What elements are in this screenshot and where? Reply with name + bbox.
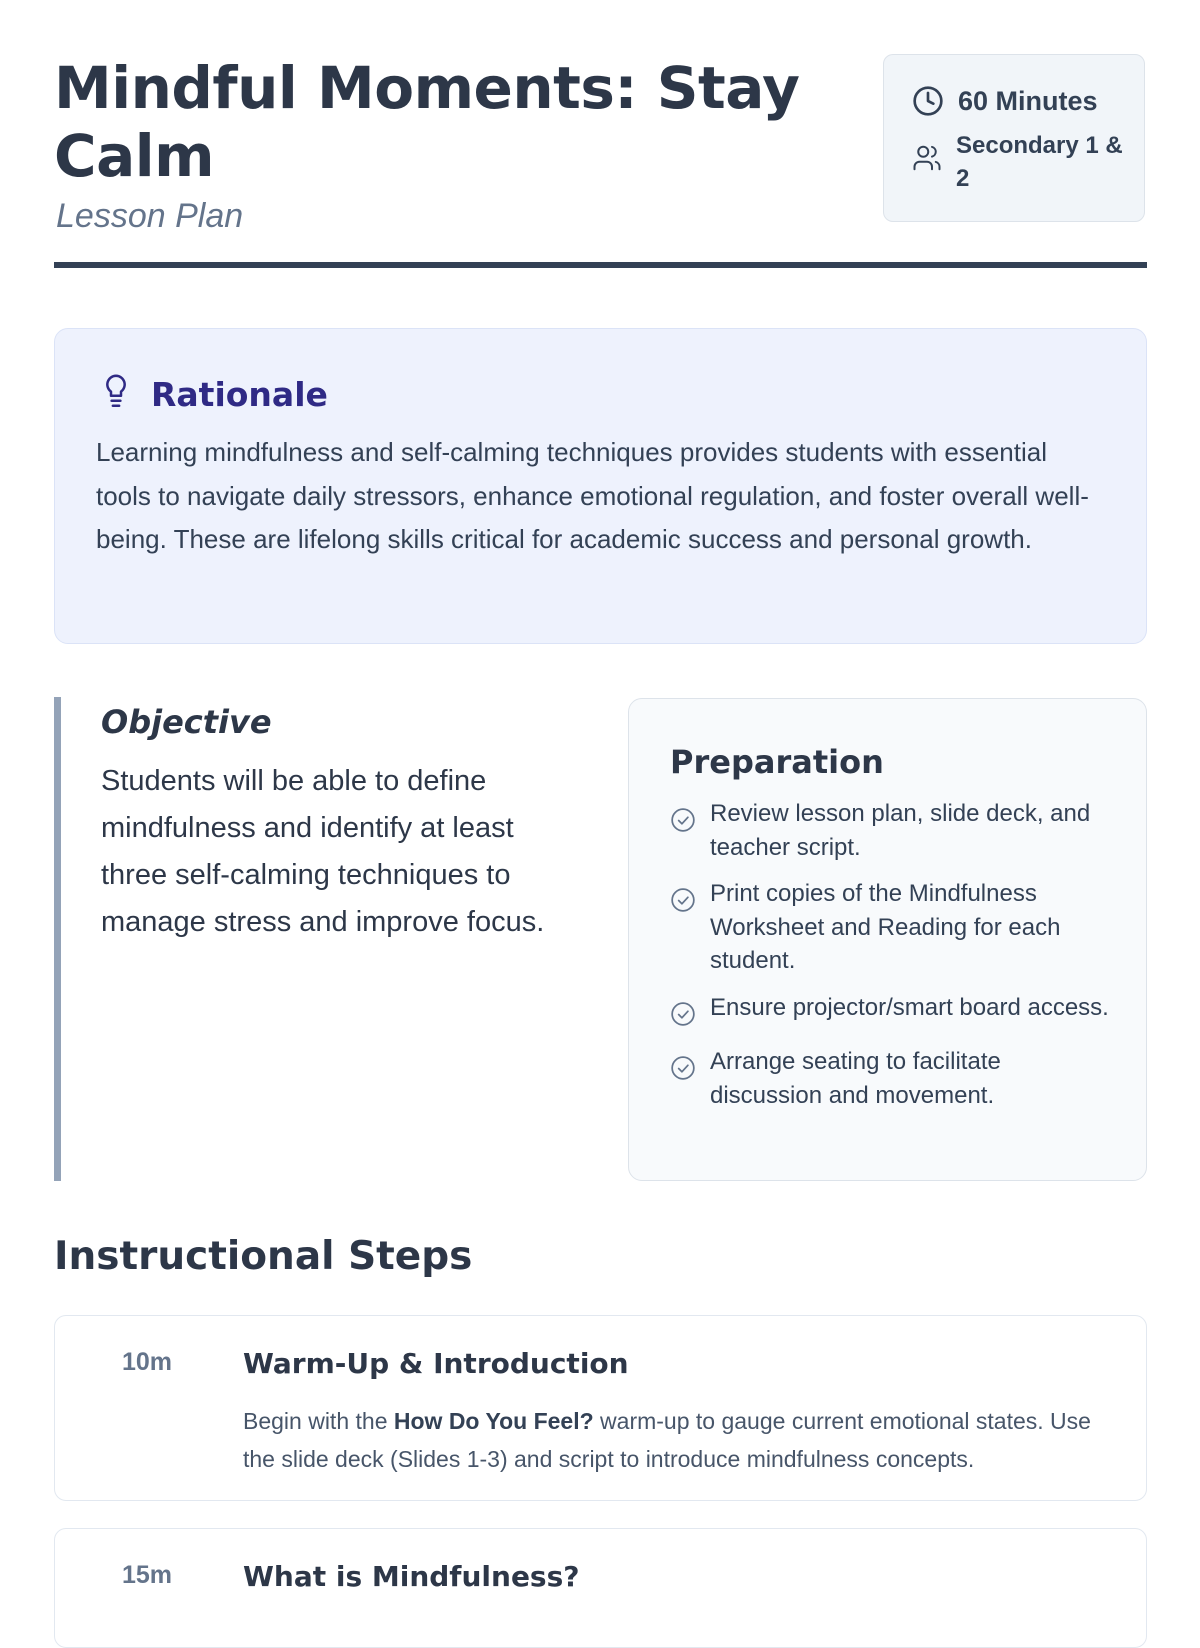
check-circle-icon — [670, 877, 696, 918]
page-subtitle: Lesson Plan — [56, 197, 244, 235]
objective-section — [54, 697, 574, 1181]
step-title: What is Mindfulness? — [243, 1560, 580, 1593]
warm-up-activity-name: How Do You Feel? — [393, 1408, 594, 1434]
rationale-header — [101, 373, 328, 416]
grade-value: Secondary 1 & 2 — [956, 132, 1123, 192]
lesson-meta-box — [883, 54, 1145, 222]
rationale-title: Rationale — [151, 375, 328, 414]
list-item — [670, 1045, 1110, 1112]
preparation-item-text: Arrange seating to facilitate discussion and movement. — [710, 1047, 1001, 1109]
check-circle-icon — [670, 991, 696, 1032]
duration-row — [912, 85, 1098, 122]
check-circle-icon — [670, 797, 696, 838]
rationale-text: Learning mindfulness and self-calming techniques provides students with essential tools to navigate daily stressors, enhance emotional regulation, and foster overall well-being. These are lifelong skills critical for academic success and personal growth. — [96, 437, 1089, 554]
preparation-item-text: Ensure projector/smart board access. — [710, 993, 1109, 1021]
step-duration: 15m — [122, 1561, 173, 1589]
check-circle-icon — [670, 1045, 696, 1086]
users-icon — [912, 143, 942, 178]
step-description: Begin with the How Do You Feel? warm-up to gauge current emotional states. Use the slide deck (Slides 1-3) and script to introduce mindfulness concepts. — [243, 1408, 1091, 1472]
header — [54, 54, 1147, 268]
step-title: Warm-Up & Introduction — [243, 1347, 629, 1380]
preparation-list — [670, 797, 1110, 1125]
rationale-card — [54, 328, 1147, 644]
lightbulb-icon — [101, 373, 131, 416]
step-duration: 10m — [122, 1348, 173, 1376]
page-title: Mindful Moments: Stay Calm — [54, 54, 800, 190]
preparation-item-text: Print copies of the Mindfulness Worksheet and Reading for each student. — [710, 880, 1061, 975]
instructional-steps-title: Instructional Steps — [54, 1234, 473, 1279]
list-item — [670, 797, 1110, 864]
preparation-card — [628, 698, 1147, 1181]
step-card — [54, 1528, 1147, 1648]
preparation-item-text: Review lesson plan, slide deck, and teacher script. — [710, 800, 1091, 861]
duration-value: 60 Minutes — [958, 86, 1098, 116]
list-item — [670, 877, 1110, 978]
preparation-title: Preparation — [670, 743, 884, 781]
grade-row — [912, 129, 1126, 195]
list-item — [670, 991, 1110, 1032]
objective-text: Students will be able to define mindfulness and identify at least three self-calming techniques to manage stress and improve focus. — [101, 765, 545, 938]
clock-icon — [912, 85, 944, 122]
step-card — [54, 1315, 1147, 1501]
objective-title: Objective — [101, 703, 272, 741]
